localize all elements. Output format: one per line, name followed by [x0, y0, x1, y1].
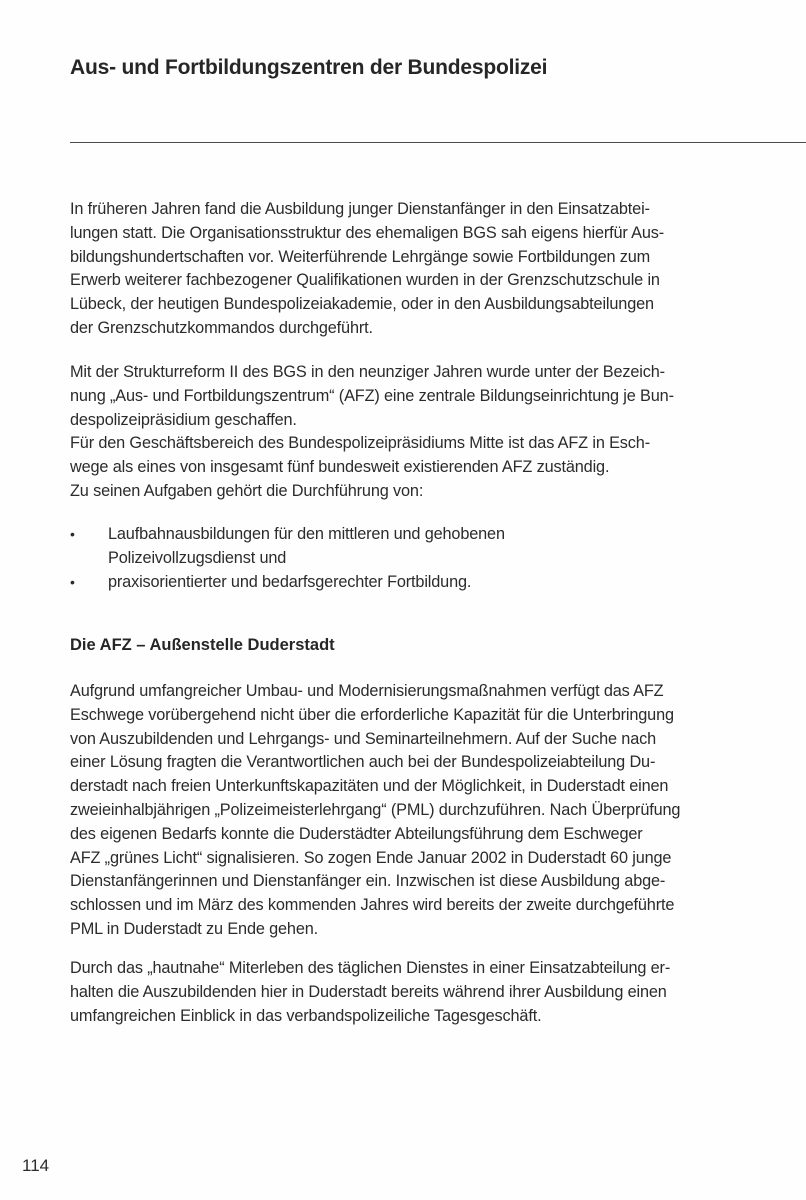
text-line: lungen statt. Die Organisationsstruktur des ehemaligen BGS sah eigens hierfür Aus- [70, 223, 665, 242]
text-line: despolizeipräsidium geschaffen. [70, 410, 297, 429]
text-line: nung „Aus- und Fortbildungszentrum“ (AFZ) eine zentrale Bildungseinrichtung je Bun- [70, 386, 674, 405]
paragraph-intro [70, 198, 664, 341]
page-title: Aus- und Fortbildungszentren der Bundespolizei [70, 56, 548, 79]
text-line: des eigenen Bedarfs konnte die Duderstädter Abteilungsführung dem Eschweger [70, 824, 643, 843]
bullet-icon: • [70, 526, 75, 542]
text-line: Dienstanfängerinnen und Dienstanfänger ein. Inzwischen ist diese Ausbildung abge- [70, 872, 666, 891]
text-line: PML in Duderstadt zu Ende gehen. [70, 919, 319, 938]
text-line: zweieinhalbjährigen „Polizeimeisterlehrgang“ (PML) durchzuführen. Nach Überprüfung [70, 800, 681, 819]
text-line: Polizeivollzugsdienst und [108, 548, 287, 567]
text-line: umfangreichen Einblick in das verbandspolizeiliche Tagesgeschäft. [70, 1006, 542, 1025]
text-line: wege als eines von insgesamt fünf bundesweit existierenden AFZ zuständig. [70, 458, 610, 477]
text-line: Zu seinen Aufgaben gehört die Durchführung von: [70, 481, 424, 500]
text-line: bildungshundertschaften vor. Weiterführende Lehrgänge sowie Fortbildungen zum [70, 247, 651, 266]
text-line: Durch das „hautnahe“ Miterleben des täglichen Dienstes in einer Einsatzabteilung er- [70, 959, 671, 977]
text-line: praxisorientierter und bedarfsgerechter Fortbildung. [108, 572, 472, 591]
text-line: In früheren Jahren fand die Ausbildung junger Dienstanfänger in den Einsatzabtei- [70, 200, 650, 218]
list-item [70, 571, 505, 595]
text-line: halten die Auszubildenden hier in Duderstadt bereits während ihrer Ausbildung einen [70, 982, 667, 1001]
text-line: Für den Geschäftsbereich des Bundespolizeipräsidiums Mitte ist das AFZ in Esch- [70, 434, 650, 453]
text-line: der Grenzschutzkommandos durchgeführt. [70, 318, 373, 337]
paragraph-strukturreform [70, 361, 674, 504]
text-line: einer Lösung fragten die Verantwortlichen auch bei der Bundespolizeiabteilung Du- [70, 753, 656, 772]
title-divider [70, 142, 806, 143]
paragraph-duderstadt [70, 680, 680, 942]
text-line: derstadt nach freien Unterkunftskapazitäten und der Möglichkeit, in Duderstadt einen [70, 777, 669, 796]
section-heading: Die AFZ – Außenstelle Duderstadt [70, 636, 335, 654]
text-line: Mit der Strukturreform II des BGS in den neunziger Jahren wurde unter der Bezeich- [70, 363, 665, 381]
text-line: schlossen und im März des kommenden Jahres wird bereits der zweite durchgeführte [70, 896, 675, 915]
list-item [70, 523, 505, 571]
text-line: Eschwege vorübergehend nicht über die erforderliche Kapazität für die Unterbringung [70, 705, 674, 724]
text-line: Erwerb weiterer fachbezogener Qualifikationen wurden in der Grenzschutzschule in [70, 271, 660, 290]
page-number: 114 [22, 1156, 50, 1175]
task-list [70, 523, 505, 594]
text-line: Aufgrund umfangreicher Umbau- und Modernisierungsmaßnahmen verfügt das AFZ [70, 682, 664, 700]
text-line: von Auszubildenden und Lehrgangs- und Seminarteilnehmern. Auf der Suche nach [70, 729, 656, 748]
text-line: Lübeck, der heutigen Bundespolizeiakademie, oder in den Ausbildungsabteilungen [70, 295, 654, 314]
text-line: Laufbahnausbildungen für den mittleren und gehobenen [108, 525, 505, 543]
bullet-icon: • [70, 573, 75, 590]
paragraph-hautnahe [70, 957, 670, 1028]
text-line: AFZ „grünes Licht“ signalisieren. So zogen Ende Januar 2002 in Duderstadt 60 junge [70, 848, 672, 867]
